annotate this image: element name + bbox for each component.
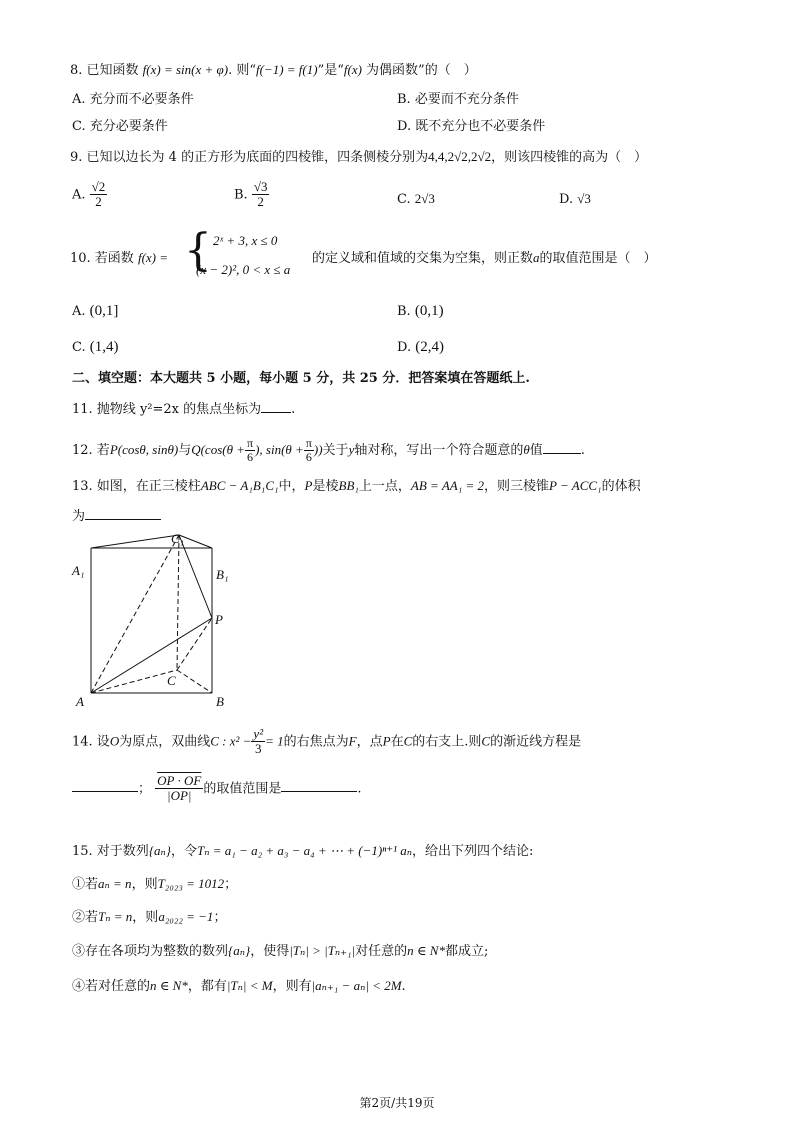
q14-dot-num: OP · OF — [157, 773, 202, 788]
q8-stem-mid2: ”是“ — [317, 63, 344, 78]
q12-theta: θ — [523, 442, 530, 458]
q10-option-b — [397, 302, 444, 320]
q10-case2: (x − 2)², 0 < x ≤ a — [196, 262, 291, 277]
q13-p: P — [304, 478, 313, 493]
label-c1: C₁ — [171, 531, 185, 546]
q12-mid: 与 — [178, 443, 192, 459]
q13-prism: ABC − A₁B₁C₁ — [200, 478, 279, 493]
q15-mid: ，令 — [170, 844, 197, 859]
q14-y2: y² — [253, 726, 264, 741]
q9-b-fraction — [252, 180, 270, 210]
q13-mid4: ，则三棱锥 — [484, 479, 550, 494]
q10-b-value: (0,1) — [414, 303, 444, 319]
q13-mid2: 是棱 — [312, 479, 339, 494]
q15-post: ，给出下列四个结论: — [412, 844, 534, 859]
q12-post3: 值 — [529, 443, 543, 459]
q15-s4-end: . — [401, 979, 406, 994]
q15-statement-4 — [72, 978, 406, 995]
q15-pre: 15. 对于数列 — [72, 844, 149, 859]
q12-six2: 6 — [305, 450, 312, 465]
q14-c: C — [403, 733, 413, 749]
q14-frac — [251, 727, 265, 757]
q12-q-post: )) — [313, 442, 323, 458]
q15-s3-n: n ∈ N* — [407, 943, 445, 958]
q14-line2 — [72, 774, 362, 804]
q10-a-value: (0,1] — [89, 303, 119, 319]
q14-c-post: = 1 — [265, 733, 284, 749]
q14-c2: C — [481, 733, 491, 749]
q15-seq: {aₙ} — [148, 843, 171, 858]
q11 — [72, 400, 295, 418]
q13-edge: BB₁ — [338, 478, 359, 493]
q15-s1-mid: ，则 — [131, 877, 158, 892]
q8-conclusion: f(x) — [343, 62, 362, 77]
q14-semi: ； — [138, 781, 152, 797]
q8-function: f(x) = sin(x + φ) — [142, 62, 229, 77]
q15-s1-end: ； — [224, 877, 238, 892]
label-p: P — [215, 612, 223, 627]
q15-s2-a: Tₙ = n — [98, 909, 133, 924]
q12-post: 关于 — [322, 443, 349, 459]
q13-pre: 13. 如图，在正三棱柱 — [72, 479, 201, 494]
q10-a: a — [533, 250, 540, 265]
q15-t-def: Tₙ = a₁ − a₂ + a₃ − a₄ + ⋯ + (−1)ⁿ⁺¹ aₙ — [197, 843, 413, 858]
q14-post: 的渐近线方程是 — [490, 734, 582, 750]
q9-option-d — [559, 191, 591, 208]
section-heading: 二、填空题：本大题共 5 小题，每小题 5 分，共 25 分．把答案填在答题纸上. — [72, 371, 530, 386]
label-a: A — [76, 694, 84, 709]
q11-answer-blank — [261, 400, 291, 413]
q10-option-d — [397, 338, 444, 356]
q8-option-b: B. 必要而不充分条件 — [397, 92, 519, 107]
label-a1: A₁ — [72, 563, 85, 578]
q10-c-value: (1,4) — [89, 339, 119, 355]
q13-mid: 中， — [278, 479, 305, 494]
q10-stem-pre — [70, 250, 168, 267]
q14-f: F — [348, 733, 357, 749]
q13-stem — [72, 478, 641, 495]
q9-edges: 4,4,2√2,2√2 — [428, 149, 492, 164]
q15-s3-seq: {aₙ} — [228, 943, 251, 958]
q15-s4-ineq: |Tₙ| < M — [226, 978, 273, 993]
q10-option-c — [72, 338, 119, 356]
q10-option-a — [72, 302, 118, 320]
q10-stem-post — [312, 250, 657, 267]
q8-stem-pre: 8. 已知函数 — [70, 63, 143, 78]
q15-s3-ineq: |Tₙ| > |Tₙ₊₁| — [289, 943, 356, 958]
q13-answer-blank — [85, 507, 161, 520]
q9-a-fraction — [90, 180, 108, 210]
q9-option-b — [234, 180, 269, 210]
q9-stem-post: ，则该四棱锥的高为（ ） — [491, 150, 648, 165]
q12-end: . — [580, 443, 585, 459]
q15-s4-mid2: ，则有 — [272, 979, 312, 994]
label-b1: B₁ — [216, 567, 229, 582]
q9-stem — [70, 149, 647, 166]
q12-point-p: P(cosθ, sinθ) — [109, 442, 179, 458]
segment-c1-p — [179, 535, 212, 618]
q9-c-value: 2√3 — [414, 191, 435, 206]
edge-c-c1 — [177, 535, 179, 670]
q13-eq: AB = AA₁ = 2 — [410, 478, 485, 493]
q14-stem — [72, 727, 581, 757]
q12-six1: 6 — [247, 450, 254, 465]
q9-b-numerator: √3 — [253, 179, 268, 194]
q14-mid2: 的右焦点为 — [283, 734, 349, 750]
q10-case1: 2ˣ + 3, x ≤ 0 — [213, 233, 278, 248]
q9-option-c — [397, 191, 435, 208]
q14-answer-blank2 — [281, 779, 357, 792]
segment-a-c1 — [91, 535, 179, 693]
q14-mid3: ，点 — [356, 734, 383, 750]
q10-c-label: C. — [72, 340, 86, 355]
q9-option-a — [72, 180, 107, 210]
q15-statement-2 — [72, 909, 226, 926]
q8-option-a: A. 充分而不必要条件 — [72, 92, 194, 107]
q10-stem-post2: 的取值范围是（ ） — [539, 251, 657, 266]
q12-q-pre: Q(cos(θ + — [191, 442, 245, 458]
q15-statement-3 — [72, 943, 488, 960]
q9-a-numerator: √2 — [91, 179, 106, 194]
q12-pre: 12. 若 — [72, 443, 110, 459]
q8-option-c: C. 充分必要条件 — [72, 119, 168, 134]
q9-b-denominator: 2 — [257, 194, 264, 210]
q13-mid3: 上一点， — [358, 479, 411, 494]
q12-pi2: π — [305, 436, 312, 450]
q14-post2: 的取值范围是 — [203, 781, 282, 797]
q9-a-denominator: 2 — [95, 194, 102, 210]
q12-answer-blank — [543, 441, 581, 454]
edge-c-b — [177, 670, 212, 693]
q8-stem-post: 为偶函数”的（ ） — [361, 63, 477, 78]
q14-mid5: 的右支上.则 — [412, 734, 482, 750]
q15-s2-pre: ②若 — [72, 910, 99, 925]
q10-stem-pre-text: 10. 若函数 — [70, 251, 138, 266]
q14-mid4: 在 — [390, 734, 404, 750]
q14-answer-blank1 — [72, 779, 138, 792]
label-c: C — [167, 673, 176, 688]
q14-three: 3 — [255, 741, 262, 757]
prism-figure — [60, 525, 240, 710]
segment-a-p — [91, 618, 212, 693]
q12-frac1 — [245, 437, 255, 464]
q9-d-value: √3 — [577, 191, 591, 206]
q15-s4-mid: ，都有 — [187, 979, 227, 994]
q8-condition: f(−1) = f(1) — [255, 62, 318, 77]
q15-s3-mid: ，使得 — [250, 944, 290, 959]
q8-option-d: D. 既不充分也不必要条件 — [397, 119, 546, 134]
q12-y: y — [348, 442, 355, 458]
q13-line2-text: 为 — [72, 509, 86, 524]
q10-a-label: A. — [72, 304, 86, 319]
q12-frac2 — [304, 437, 314, 464]
q15-stem — [72, 843, 533, 860]
q14-pre: 14. 设 — [72, 734, 110, 750]
q9-b-label: B. — [234, 187, 248, 203]
q14-dot-den: |OP| — [167, 788, 192, 804]
q8-stem — [70, 62, 477, 79]
q15-s2-mid: ，则 — [132, 910, 159, 925]
q14-dot-fraction — [155, 774, 203, 804]
q15-s4-pre: ④若对任意的 — [72, 979, 151, 994]
segment-c-p — [177, 618, 212, 670]
q8-stem-mid: . 则“ — [228, 63, 256, 78]
q9-stem-pre: 9. 已知以边长为 4 的正方形为底面的四棱锥，四条侧棱分别为 — [70, 150, 429, 165]
q9-d-label: D. — [559, 192, 574, 207]
q13-line2 — [72, 507, 161, 525]
q12-pi1: π — [247, 436, 254, 450]
q15-s1-pre: ①若 — [72, 877, 99, 892]
q13-pyramid: P − ACC₁ — [549, 478, 602, 493]
q11-text: 11. 抛物线 y²=2x 的焦点坐标为 — [72, 402, 262, 417]
edge-a1-c1 — [91, 535, 179, 548]
q15-s3-mid2: 对任意的 — [355, 944, 408, 959]
page-footer: 第2页/共19页 — [359, 1096, 435, 1110]
q11-end: . — [291, 402, 296, 417]
q13-post: 的体积 — [601, 479, 641, 494]
q15-s1-a: aₙ = n — [98, 876, 132, 891]
edge-a-c — [91, 670, 177, 693]
q15-s2-b: a₂₀₂₂ = −1 — [158, 909, 214, 924]
q9-a-label: A. — [72, 187, 86, 203]
q10-stem-post-text: 的定义域和值域的交集为空集，则正数 — [312, 251, 534, 266]
q15-s3-end: 都成立; — [444, 944, 489, 959]
q15-s2-end: ； — [213, 910, 227, 925]
q10-d-label: D. — [397, 340, 412, 355]
q15-statement-1 — [72, 876, 237, 893]
q12-q-mid: ), sin(θ + — [255, 442, 304, 458]
q14-mid: 为原点，双曲线 — [119, 734, 211, 750]
q12-post2: 轴对称，写出一个符合题意的 — [354, 443, 524, 459]
q10-d-value: (2,4) — [415, 339, 444, 355]
q10-brace: { — [184, 225, 212, 276]
q10-fx: f(x) = — [137, 250, 169, 265]
q15-s1-b: T₂₀₂₃ = 1012 — [157, 876, 225, 891]
q14-c-pre: C : x² − — [210, 733, 252, 749]
q15-s4-n: n ∈ N* — [150, 978, 188, 993]
q14-p: P — [382, 733, 391, 749]
q15-s4-concl: |aₙ₊₁ − aₙ| < 2M — [311, 978, 402, 993]
q12 — [72, 437, 585, 464]
q10-b-label: B. — [397, 304, 411, 319]
q14-end: . — [357, 781, 362, 797]
q14-o: O — [109, 733, 120, 749]
label-b: B — [216, 694, 224, 709]
q9-c-label: C. — [397, 192, 411, 207]
q15-s3-pre: ③存在各项均为整数的数列 — [72, 944, 229, 959]
